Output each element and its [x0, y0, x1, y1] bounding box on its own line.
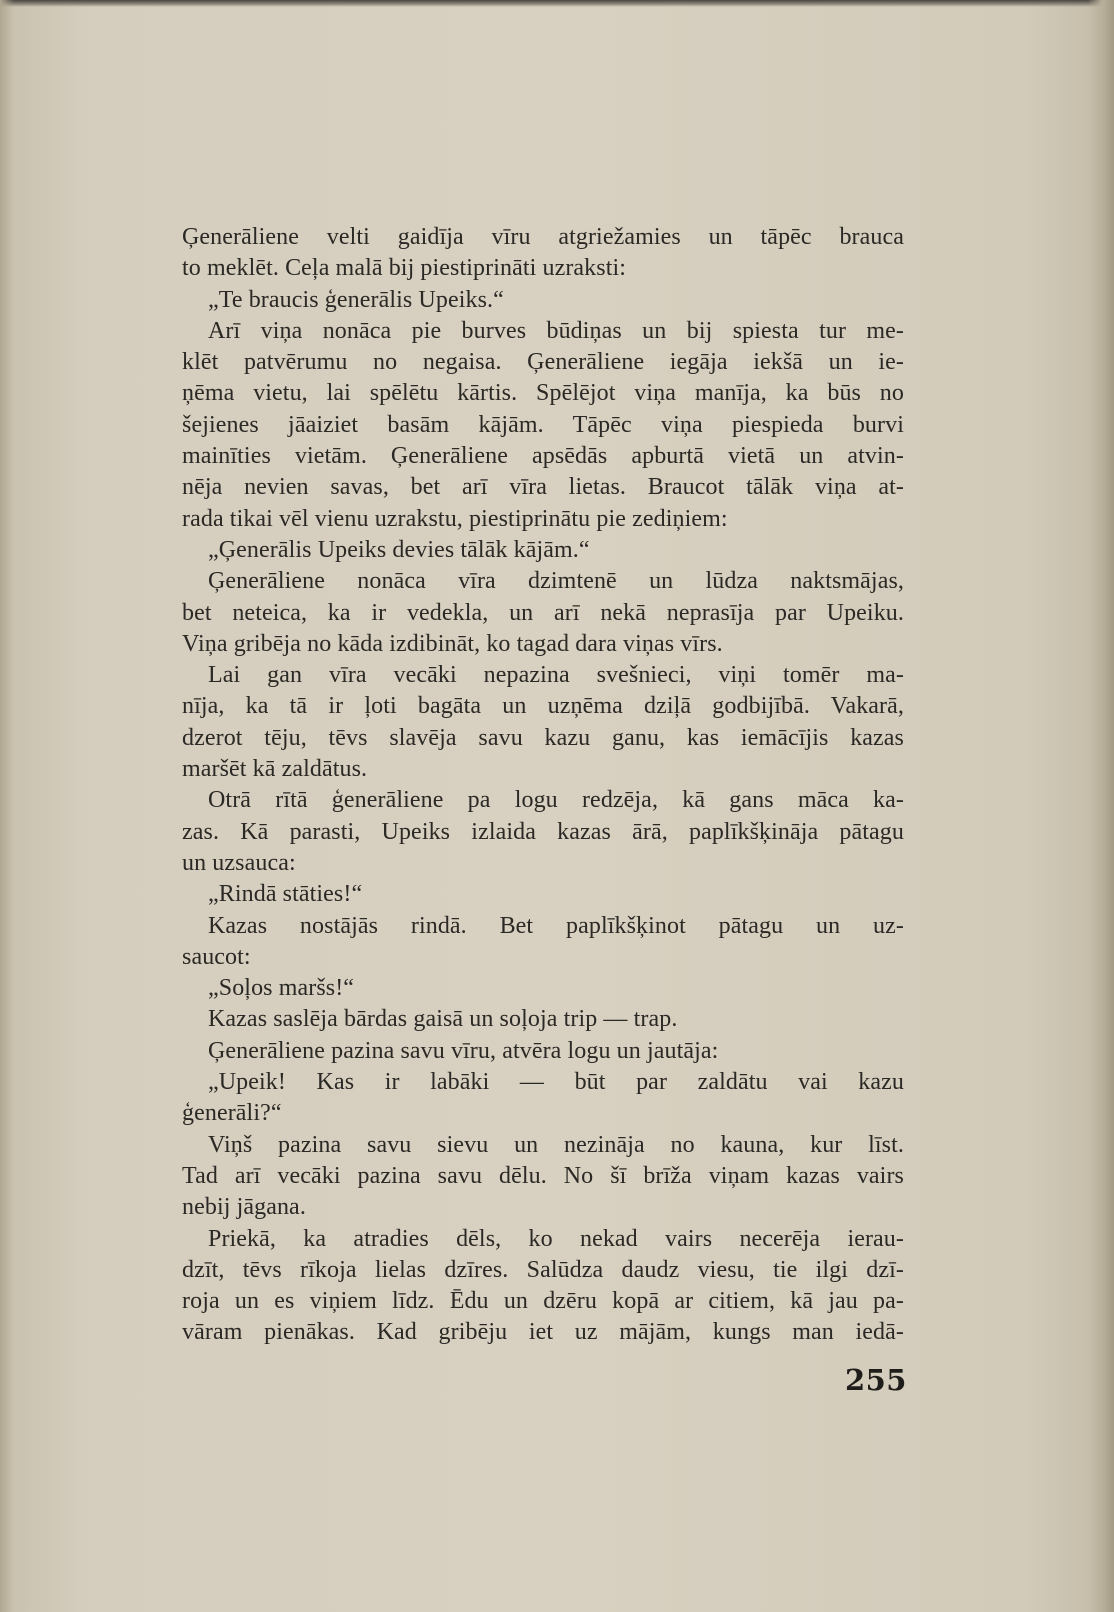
text-line: un uzsauca:: [182, 849, 296, 876]
text-line: dzīt, tēvs rīkoja lielas dzīres. Salūdza daudz viesu, tie ilgi dzī-: [182, 1256, 904, 1283]
text-line: „Upeik! Kas ir labāki — būt par zaldātu vai kazu: [208, 1069, 904, 1096]
text-line: nēja nevien savas, bet arī vīra lietas. Braucot tālāk viņa at-: [182, 474, 904, 501]
text-line: zas. Kā parasti, Upeiks izlaida kazas ārā, paplīkšķināja pātagu: [182, 818, 904, 845]
text-line: ņēma vietu, lai spēlētu kārtis. Spēlējot viņa manīja, ka būs no: [182, 380, 904, 407]
body-text: [182, 222, 904, 1349]
text-line: Kazas saslēja bārdas gaisā un soļoja trip — trap.: [208, 1006, 678, 1033]
text-line: „Rindā stāties!“: [208, 881, 363, 908]
text-line: šejienes jāaiziet basām kājām. Tāpēc viņa piespieda burvi: [182, 411, 904, 438]
text-line: mainīties vietām. Ģenerāliene apsēdās apburtā vietā un atvin-: [182, 443, 904, 470]
text-line: Tad arī vecāki pazina savu dēlu. No šī brīža viņam kazas vairs: [182, 1162, 904, 1189]
page-left-shadow: [0, 0, 14, 1612]
text-line: nīja, ka tā ir ļoti bagāta un uzņēma dziļā godbijībā. Vakarā,: [182, 693, 904, 720]
text-line: Lai gan vīra vecāki nepazina svešnieci, viņi tomēr ma-: [208, 662, 904, 689]
page-top-shadow: [0, 0, 1114, 7]
text-line: „Ģenerālis Upeiks devies tālāk kājām.“: [208, 536, 590, 563]
text-line: roja un es viņiem līdz. Ēdu un dzēru kopā ar citiem, kā jau pa-: [182, 1288, 904, 1315]
text-line: Ģenerāliene pazina savu vīru, atvēra logu un jautāja:: [208, 1037, 719, 1064]
text-line: „Soļos maršs!“: [208, 975, 355, 1002]
text-line: bet neteica, ka ir vedekla, un arī nekā neprasīja par Upeiku.: [182, 599, 904, 626]
text-line: rada tikai vēl vienu uzrakstu, piestiprinātu pie zediņiem:: [182, 505, 728, 532]
text-line: Viņš pazina savu sievu un nezināja no kauna, kur līst.: [208, 1131, 904, 1158]
text-line: Priekā, ka atradies dēls, ko nekad vairs necerēja ierau-: [208, 1225, 904, 1252]
text-line: to meklēt. Ceļa malā bij piestiprināti uzraksti:: [182, 255, 627, 282]
text-line: Otrā rītā ģenerāliene pa logu redzēja, kā gans māca ka-: [208, 787, 904, 814]
text-line: klēt patvērumu no negaisa. Ģenerāliene iegāja iekšā un ie-: [182, 349, 904, 376]
text-line: Arī viņa nonāca pie burves būdiņas un bij spiesta tur me-: [208, 317, 904, 344]
text-line: maršēt kā zaldātus.: [182, 756, 368, 783]
text-line: dzerot tēju, tēvs slavēja savu kazu ganu, kas iemācījis kazas: [182, 724, 904, 751]
text-line: Ģenerāliene nonāca vīra dzimtenē un lūdza naktsmājas,: [208, 568, 904, 595]
page-right-edge: [1088, 0, 1114, 1612]
page-number: 255: [844, 1363, 907, 1397]
text-line: Ģenerāliene velti gaidīja vīru atgriežamies un tāpēc brauca: [182, 224, 904, 250]
text-line: Viņa gribēja no kāda izdibināt, ko tagad dara viņas vīrs.: [182, 630, 723, 657]
text-line: vāram pienākas. Kad gribēju iet uz mājām, kungs man iedā-: [182, 1319, 904, 1346]
text-line: „Te braucis ģenerālis Upeiks.“: [208, 286, 504, 313]
text-line: saucot:: [182, 943, 251, 970]
text-line: nebij jāgana.: [182, 1194, 306, 1221]
text-line: ģenerāli?“: [182, 1100, 282, 1127]
text-line: Kazas nostājās rindā. Bet paplīkšķinot pātagu un uz-: [208, 912, 904, 939]
